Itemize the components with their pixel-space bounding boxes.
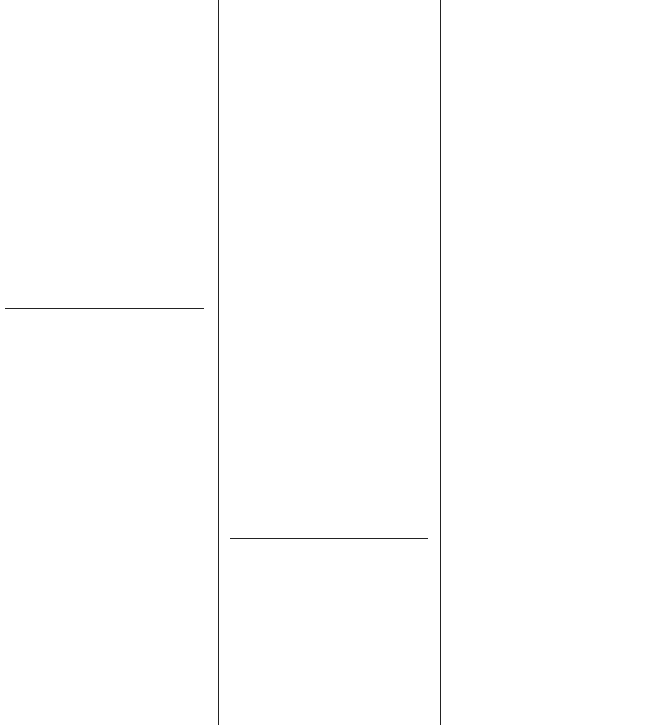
separator-rule-col1 [5, 308, 204, 309]
separator-rule-col2 [230, 538, 428, 539]
column-divider-1 [218, 0, 219, 725]
column-divider-2 [440, 0, 441, 725]
